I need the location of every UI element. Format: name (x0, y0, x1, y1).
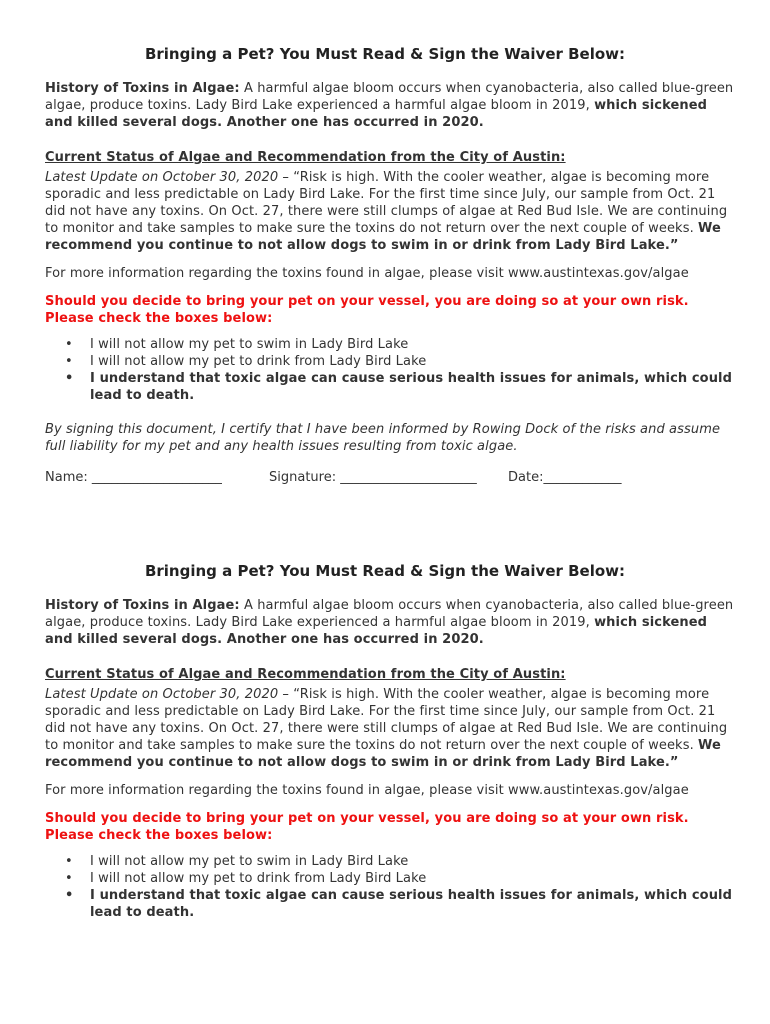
update-text: “Risk is high. With the cooler weather, algae is becoming more sporadic and less predictable on Lady Bird Lake. For the first time since July, our sample from Oct. 21 did not have any toxins. On Oct. 27, there were still clumps of algae at Red Bud Isle. We are continuing to monitor and take samples to make sure the toxins do not return over the next couple of weeks. (45, 170, 728, 236)
waiver-title: Bringing a Pet? You Must Read & Sign the Waiver Below: (144, 562, 626, 580)
bullet-icon: • (65, 871, 73, 886)
check-item-drink[interactable] (45, 870, 735, 887)
check-item-drink[interactable] (45, 353, 735, 370)
check-item-label: I will not allow my pet to drink from Lady Bird Lake (90, 871, 427, 886)
history-paragraph (45, 597, 735, 648)
signature-line (45, 470, 735, 485)
more-info-text: For more information regarding the toxins found in algae, please visit www.austintexas.gov/algae (45, 783, 689, 798)
bullet-icon: • (65, 354, 73, 369)
check-item-label: I will not allow my pet to swim in Lady Bird Lake (90, 337, 409, 352)
checkbox-list (45, 853, 735, 921)
check-item-understand[interactable] (45, 370, 735, 404)
check-item-label: I understand that toxic algae can cause serious health issues for animals, which could lead to death. (90, 888, 733, 920)
check-item-label: I understand that toxic algae can cause serious health issues for animals, which could lead to death. (90, 371, 733, 403)
check-item-swim[interactable] (45, 853, 735, 870)
waiver-section-1 (45, 44, 735, 485)
update-text: “Risk is high. With the cooler weather, algae is becoming more sporadic and less predictable on Lady Bird Lake. For the first time since July, our sample from Oct. 21 did not have any toxins. On Oct. 27, there were still clumps of algae at Red Bud Isle. We are continuing to monitor and take samples to make sure the toxins do not return over the next couple of weeks. (45, 687, 728, 753)
history-paragraph (45, 80, 735, 131)
more-info-text: For more information regarding the toxins found in algae, please visit www.austintexas.gov/algae (45, 266, 689, 281)
update-paragraph (45, 686, 735, 771)
risk-warning: Should you decide to bring your pet on your vessel, you are doing so at your own risk. Please check the boxes below: (45, 811, 689, 843)
date-field[interactable]: Date:____________ (508, 470, 622, 485)
check-item-label: I will not allow my pet to drink from Lady Bird Lake (90, 354, 427, 369)
status-heading: Current Status of Algae and Recommendation from the City of Austin: (45, 150, 566, 165)
bullet-icon: • (65, 888, 74, 903)
risk-warning: Should you decide to bring your pet on your vessel, you are doing so at your own risk. Please check the boxes below: (45, 294, 689, 326)
check-item-label: I will not allow my pet to swim in Lady Bird Lake (90, 854, 409, 869)
update-label: Latest Update on October 30, 2020 – (45, 170, 290, 185)
history-label: History of Toxins in Algae: (45, 81, 240, 96)
bullet-icon: • (65, 854, 73, 869)
check-item-understand[interactable] (45, 887, 735, 921)
update-bold-text: We recommend you continue to not allow dogs to swim in or drink from Lady Bird Lake.” (45, 738, 721, 770)
history-label: History of Toxins in Algae: (45, 598, 240, 613)
history-text: A harmful algae bloom occurs when cyanobacteria, also called blue-green algae, produce toxins. Lady Bird Lake experienced a harmful algae bloom in 2019, (45, 598, 734, 630)
bullet-icon: • (65, 371, 74, 386)
update-label: Latest Update on October 30, 2020 – (45, 687, 290, 702)
waiver-section-2 (45, 561, 735, 938)
history-text: A harmful algae bloom occurs when cyanobacteria, also called blue-green algae, produce toxins. Lady Bird Lake experienced a harmful algae bloom in 2019, (45, 81, 734, 113)
bullet-icon: • (65, 337, 73, 352)
checkbox-list (45, 336, 735, 404)
certification-text: By signing this document, I certify that I have been informed by Rowing Dock of the risks and assume full liability for my pet and any health issues resulting from toxic algae. (45, 422, 721, 454)
signature-field[interactable]: Signature: _____________________ (269, 470, 477, 485)
status-heading: Current Status of Algae and Recommendation from the City of Austin: (45, 667, 566, 682)
history-bold-text: which sickened and killed several dogs. Another one has occurred in 2020. (45, 98, 708, 130)
update-paragraph (45, 169, 735, 254)
check-item-swim[interactable] (45, 336, 735, 353)
waiver-title: Bringing a Pet? You Must Read & Sign the Waiver Below: (144, 45, 626, 63)
history-bold-text: which sickened and killed several dogs. Another one has occurred in 2020. (45, 615, 708, 647)
update-bold-text: We recommend you continue to not allow dogs to swim in or drink from Lady Bird Lake.” (45, 221, 721, 253)
name-field[interactable]: Name: ____________________ (45, 470, 222, 485)
